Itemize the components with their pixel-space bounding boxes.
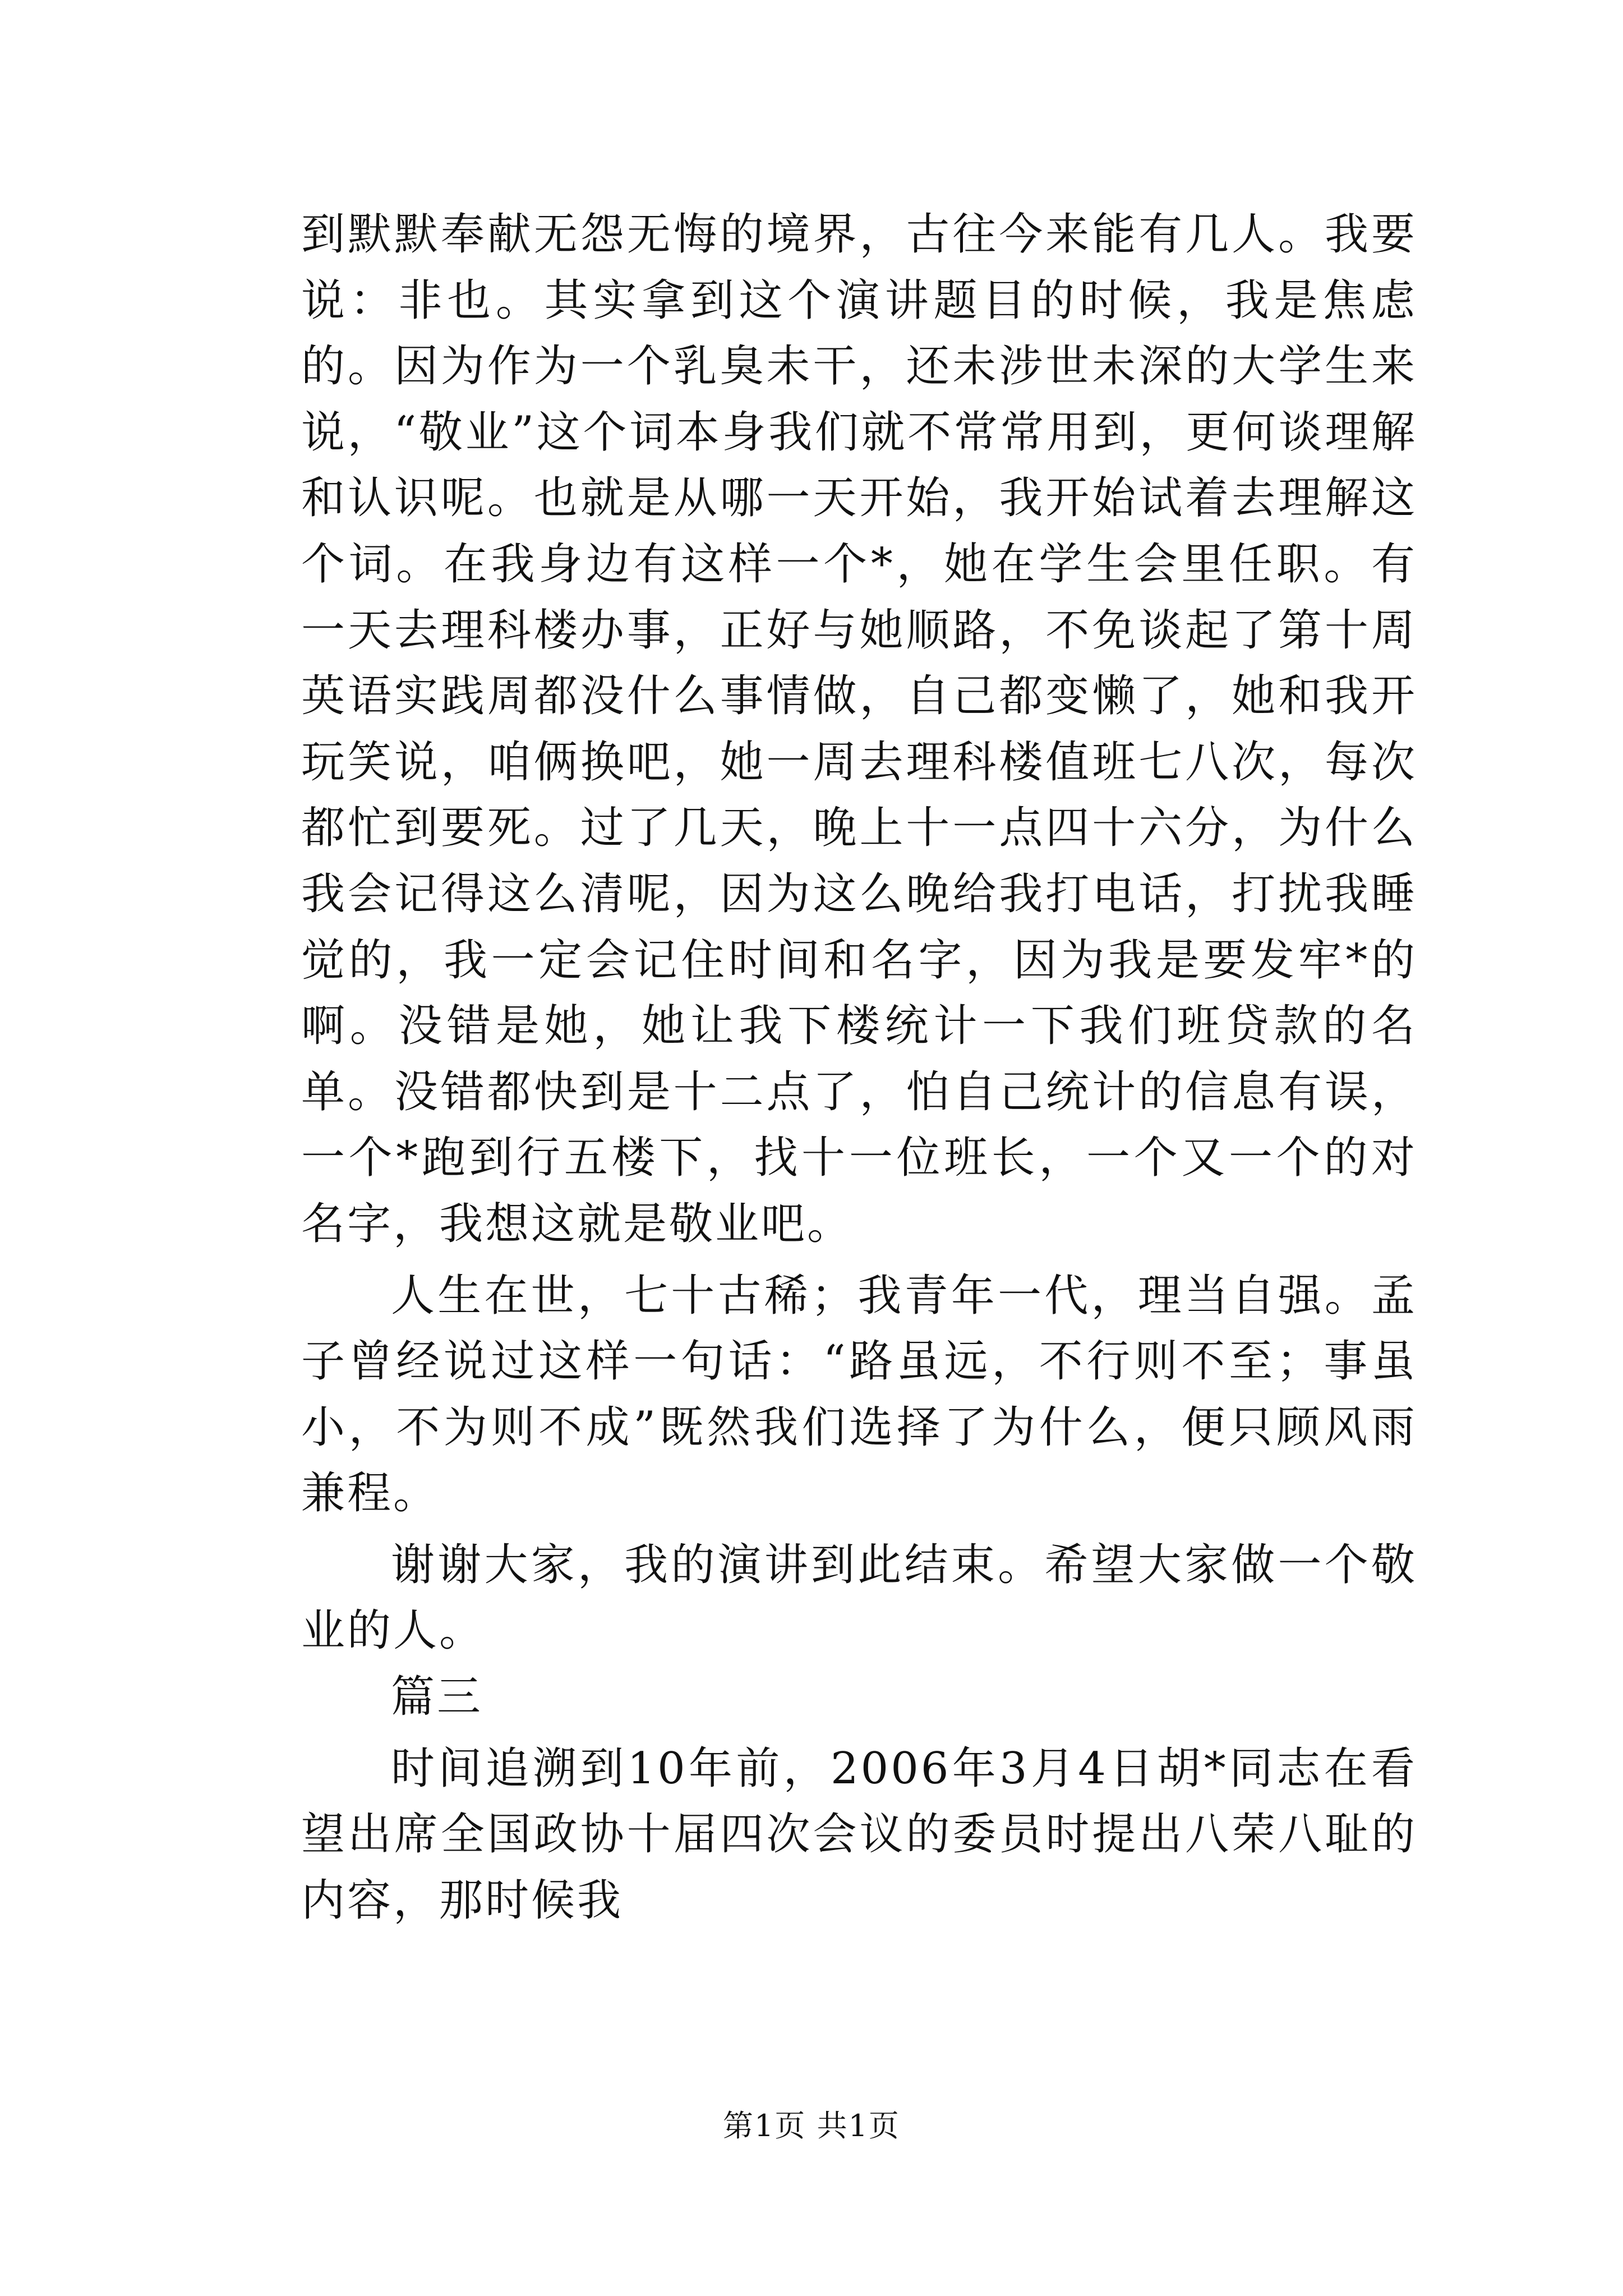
page-footer xyxy=(0,2106,1623,2146)
paragraph-2: 人生在世，七十古稀；我青年一代，理当自强。孟子曾经说过这样一句话：“路虽远，不行则不至；事虽小，不为则不成”既然我们选择了为什么，便只顾风雨兼程。 xyxy=(301,1270,1417,1519)
paragraph-3: 谢谢大家，我的演讲到此结束。希望大家做一个敬业的人。 xyxy=(301,1539,1417,1657)
section-heading: 篇三 xyxy=(391,1672,483,1723)
paragraph-1: 到默默奉献无怨无悔的境界，古往今来能有几人。我要说：非也。其实拿到这个演讲题目的时候，我是焦虑的。因为作为一个乳臭未干，还未涉世未深的大学生来说，“敬业”这个词本身我们就不常常用到，更何谈理解和认识呢。也就是从哪一天开始，我开始试着去理解这个词。在我身边有这样一个*，她在学生会里任职。有一天去理科楼办事，正好与她顺路，不免谈起了第十周英语实践周都没什么事情做，自己都变懒了，她和我开玩笑说，咱俩换吧，她一周去理科楼值班七八次，每次都忙到要死。过了几天，晚上十一点四十六分，为什么我会记得这么清呢，因为这么晚给我打电话，打扰我睡觉的，我一定会记住时间和名字，因为我是要发牢*的啊。没错是她，她让我下楼统计一下我们班贷款的名单。没错都快到是十二点了，怕自己统计的信息有误，一个*跑到行五楼下，找十一位班长，一个又一个的对名字，我想这就是敬业吧。 xyxy=(301,209,1417,1249)
page-number-label: 第1页 共1页 xyxy=(723,2108,900,2143)
paragraph-4: 时间追溯到10年前，2006年3月4日胡*同志在看望出席全国政协十届四次会议的委员时提出八荣八耻的内容，那时候我 xyxy=(301,1743,1417,1926)
document-body xyxy=(301,202,1417,1934)
